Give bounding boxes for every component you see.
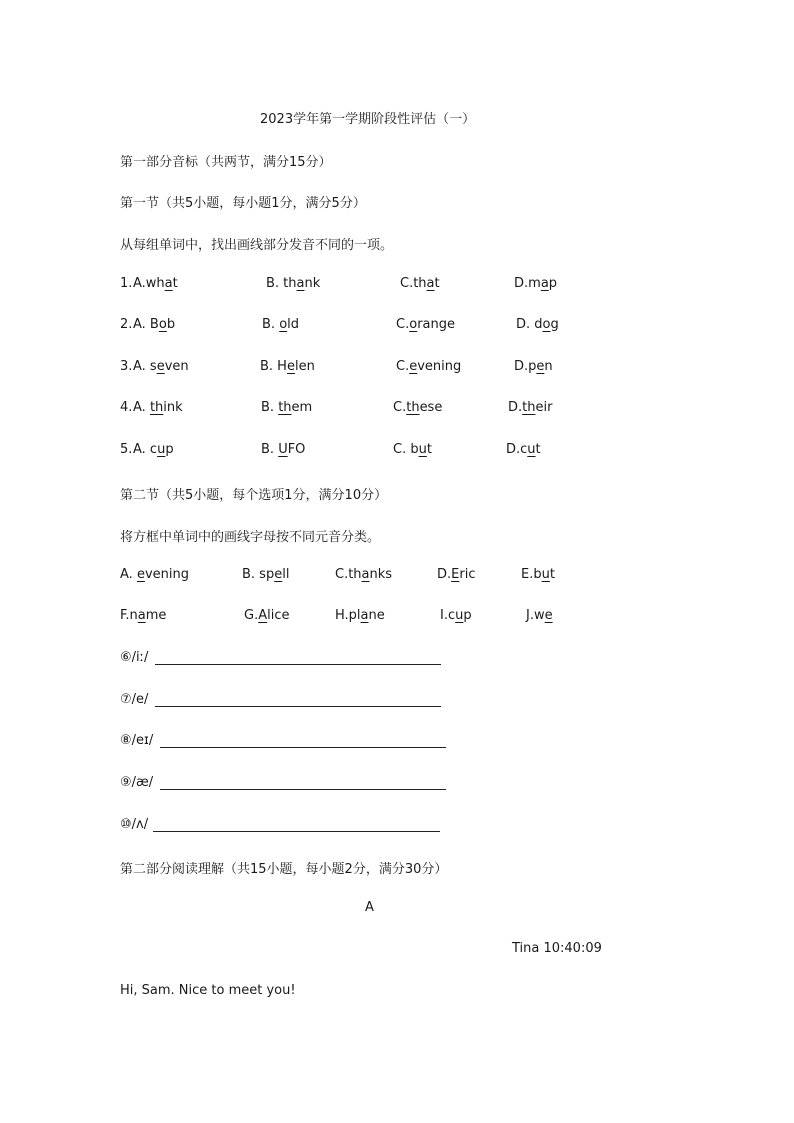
underlined-letters: a	[137, 608, 146, 623]
section1-heading: 第一节（共5小题，每小题1分，满分5分）	[120, 196, 366, 211]
word-prefix: C.	[393, 400, 407, 415]
word-suffix: em	[291, 400, 313, 415]
word-suffix: p	[165, 442, 174, 457]
word-suffix: eir	[535, 400, 553, 415]
underlined-letters: a	[360, 608, 369, 623]
option-b	[260, 359, 315, 374]
word-suffix: p	[463, 608, 472, 623]
underlined-letters: o	[279, 317, 288, 332]
blank-label: ⑥/iː/	[120, 650, 149, 665]
word-suffix: FO	[287, 442, 306, 457]
word-prefix: J.w	[526, 608, 545, 623]
chat-header: Tina 10:40:09	[512, 941, 602, 956]
underlined-letters: E	[451, 567, 460, 582]
word-suffix: nks	[369, 567, 393, 582]
underlined-letters: th	[406, 400, 420, 415]
underlined-letters: e	[544, 608, 553, 623]
word-suffix: t	[172, 276, 178, 291]
option-c	[400, 276, 440, 291]
word-prefix: B.	[262, 317, 280, 332]
underlined-letters: th	[522, 400, 536, 415]
word-prefix: C. b	[393, 442, 419, 457]
word-prefix: D.	[508, 400, 523, 415]
word-suffix: me	[145, 608, 167, 623]
word-item	[440, 608, 472, 623]
word-suffix: ld	[287, 317, 300, 332]
option-c	[396, 317, 455, 332]
underlined-letters: e	[536, 359, 545, 374]
underlined-letters: a	[426, 276, 435, 291]
option-d	[516, 317, 559, 332]
word-prefix: C.	[396, 317, 410, 332]
word-suffix: t	[535, 442, 541, 457]
underlined-letters: o	[158, 317, 167, 332]
underlined-letters: a	[540, 276, 549, 291]
word-prefix: A.	[133, 400, 150, 415]
underlined-letters: th	[149, 400, 164, 415]
underlined-letters: u	[541, 567, 550, 582]
word-prefix: A.	[120, 567, 137, 582]
word-item	[120, 567, 189, 582]
underlined-letters: e	[274, 567, 283, 582]
word-prefix: E.b	[521, 567, 542, 582]
question-number: 1.	[120, 276, 133, 291]
underlined-letters: th	[278, 400, 292, 415]
blank-label: ⑩/ʌ/	[120, 817, 149, 832]
word-prefix: B. th	[266, 276, 297, 291]
section2-heading: 第二节（共5小题，每个选项1分，满分10分）	[120, 488, 388, 503]
word-prefix: A. s	[133, 359, 157, 374]
word-prefix: F.n	[120, 608, 138, 623]
word-suffix: lice	[267, 608, 290, 623]
underlined-letters: a	[164, 276, 173, 291]
page-title: 2023学年第一学期阶段性评估（一）	[260, 112, 476, 127]
option-b	[261, 400, 312, 415]
underlined-letters: o	[542, 317, 551, 332]
word-item	[242, 567, 289, 582]
word-suffix: ric	[459, 567, 476, 582]
option-c	[396, 359, 461, 374]
word-suffix: ven	[164, 359, 189, 374]
section2-instruction: 将方框中单词中的画线字母按不同元音分类。	[120, 530, 381, 545]
word-suffix: len	[294, 359, 315, 374]
word-suffix: t	[426, 442, 432, 457]
option-b	[262, 317, 299, 332]
word-prefix: C.th	[335, 567, 362, 582]
question-number: 5.	[120, 442, 133, 457]
underlined-letters: A	[258, 608, 268, 623]
word-suffix: ese	[419, 400, 443, 415]
blank-label: ⑦/e/	[120, 692, 149, 707]
answer-blank-line[interactable]	[160, 747, 446, 748]
word-prefix: D.c	[506, 442, 528, 457]
option-b	[261, 442, 305, 457]
option-a	[133, 276, 178, 291]
option-d	[506, 442, 541, 457]
question-number: 4.	[120, 400, 133, 415]
blank-label: ⑨/æ/	[120, 775, 154, 790]
section1-instruction: 从每组单词中，找出画线部分发音不同的一项。	[120, 238, 394, 253]
word-suffix: t	[434, 276, 440, 291]
word-item	[521, 567, 555, 582]
word-prefix: C.th	[400, 276, 427, 291]
underlined-letters: e	[136, 567, 145, 582]
answer-blank-line[interactable]	[155, 706, 441, 707]
option-a	[133, 359, 189, 374]
underlined-letters: u	[418, 442, 427, 457]
word-prefix: I.c	[440, 608, 456, 623]
word-prefix: D.	[437, 567, 452, 582]
option-a	[133, 317, 175, 332]
underlined-letters: U	[278, 442, 288, 457]
word-suffix: ll	[282, 567, 290, 582]
word-item	[437, 567, 475, 582]
question-number: 3.	[120, 359, 133, 374]
option-a	[133, 400, 183, 415]
question-number: 2.	[120, 317, 133, 332]
underlined-letters: a	[296, 276, 305, 291]
word-suffix: g	[550, 317, 559, 332]
option-d	[514, 276, 557, 291]
word-prefix: A. c	[133, 442, 158, 457]
answer-blank-line[interactable]	[160, 789, 446, 790]
answer-blank-line[interactable]	[155, 664, 441, 665]
underlined-letters: u	[157, 442, 166, 457]
word-prefix: A.wh	[133, 276, 165, 291]
word-prefix: B. sp	[242, 567, 275, 582]
word-prefix: B.	[261, 442, 279, 457]
underlined-letters: e	[156, 359, 165, 374]
word-item	[120, 608, 166, 623]
option-d	[508, 400, 552, 415]
option-b	[266, 276, 320, 291]
word-prefix: G.	[244, 608, 259, 623]
underlined-letters: o	[409, 317, 418, 332]
word-prefix: A. B	[133, 317, 159, 332]
part2-heading: 第二部分阅读理解（共15小题，每小题2分，满分30分）	[120, 862, 448, 877]
word-suffix: p	[548, 276, 558, 291]
part1-heading: 第一部分音标（共两节，满分15分）	[120, 155, 332, 170]
option-d	[514, 359, 553, 374]
answer-blank-line[interactable]	[153, 831, 440, 832]
word-suffix: b	[166, 317, 176, 332]
word-prefix: D.m	[514, 276, 541, 291]
word-suffix: ink	[163, 400, 183, 415]
word-suffix: range	[417, 317, 455, 332]
word-item	[244, 608, 290, 623]
underlined-letters: u	[527, 442, 536, 457]
word-prefix: H.pl	[335, 608, 361, 623]
word-prefix: B.	[261, 400, 279, 415]
underlined-letters: e	[409, 359, 418, 374]
word-suffix: vening	[417, 359, 462, 374]
word-suffix: ne	[368, 608, 385, 623]
word-item	[335, 567, 392, 582]
blank-label: ⑧/eɪ/	[120, 733, 154, 748]
word-suffix: n	[544, 359, 553, 374]
option-a	[133, 442, 174, 457]
word-prefix: C.	[396, 359, 410, 374]
option-c	[393, 442, 432, 457]
word-suffix: vening	[144, 567, 189, 582]
underlined-letters: u	[455, 608, 464, 623]
option-c	[393, 400, 442, 415]
underlined-letters: e	[286, 359, 295, 374]
word-suffix: t	[549, 567, 555, 582]
word-suffix: nk	[304, 276, 321, 291]
word-prefix: D. d	[516, 317, 543, 332]
passage-label: A	[365, 900, 374, 915]
word-prefix: D.p	[514, 359, 537, 374]
word-item	[526, 608, 553, 623]
word-item	[335, 608, 385, 623]
chat-line: Hi, Sam. Nice to meet you!	[120, 983, 296, 998]
word-prefix: B. H	[260, 359, 287, 374]
underlined-letters: a	[361, 567, 370, 582]
